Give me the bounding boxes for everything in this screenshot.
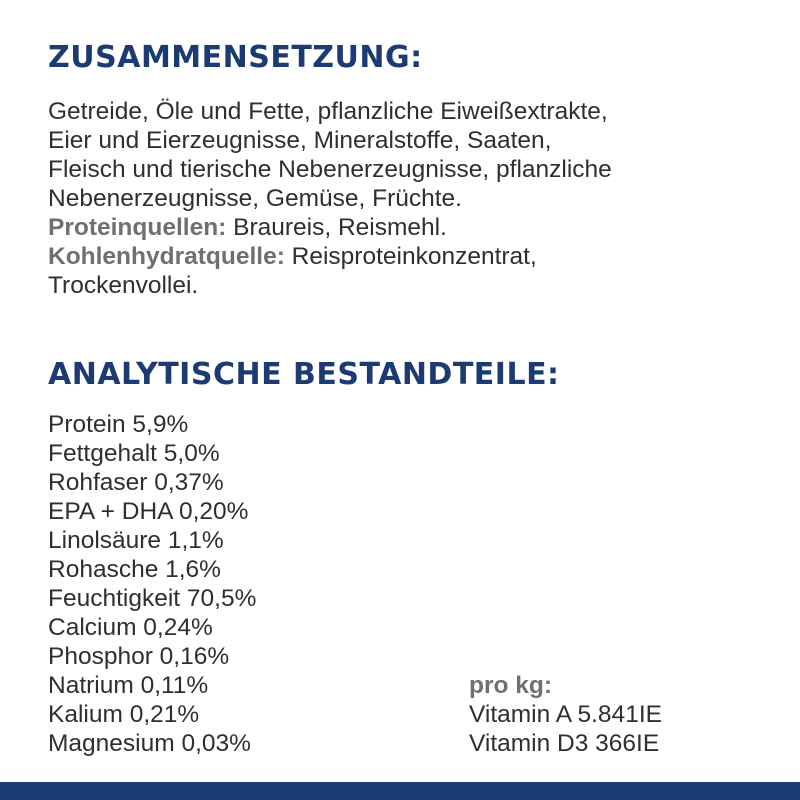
composition-text [48,97,788,300]
analysis-item: EPA + DHA 0,20% [48,498,249,525]
composition-line: Getreide, Öle und Fette, pflanzliche Eiweißextrakte, [48,98,608,125]
analysis-item: Natrium 0,11% [48,672,209,699]
analysis-item: Magnesium 0,03% [48,730,251,757]
analysis-item: Protein 5,9% [48,411,189,438]
vitamin-item: Vitamin A 5.841IE [469,701,662,728]
carb-source-label: Kohlenhydratquelle: [48,243,285,270]
composition-line: Nebenerzeugnisse, Gemüse, Früchte. [48,185,462,212]
analysis-item: Rohfaser 0,37% [48,469,224,496]
analysis-item: Kalium 0,21% [48,701,200,728]
protein-sources-label: Proteinquellen: [48,214,227,241]
per-kg-block [469,671,662,758]
composition-line: Fleisch und tierische Nebenerzeugnisse, pflanzliche [48,156,612,183]
analysis-item: Fettgehalt 5,0% [48,440,220,467]
per-kg-title: pro kg: [469,672,553,699]
analysis-item: Rohasche 1,6% [48,556,221,583]
footer-bar [0,782,800,800]
protein-sources-line [48,213,788,242]
analysis-item: Calcium 0,24% [48,614,213,641]
carb-source-value: Reisproteinkonzentrat, [284,243,537,270]
analysis-list [48,410,256,758]
composition-line: Eier und Eierzeugnisse, Mineralstoffe, Saaten, [48,127,552,154]
analysis-item: Linolsäure 1,1% [48,527,224,554]
vitamin-item: Vitamin D3 366IE [469,730,660,757]
protein-sources-value: Braureis, Reismehl. [226,214,447,241]
analysis-item: Feuchtigkeit 70,5% [48,585,257,612]
carb-source-line [48,242,788,271]
analysis-heading: ANALYTISCHE BESTANDTEILE: [48,357,560,392]
carb-source-value-cont: Trockenvollei. [48,272,199,299]
composition-heading: ZUSAMMENSETZUNG: [48,40,423,75]
analysis-item: Phosphor 0,16% [48,643,230,670]
